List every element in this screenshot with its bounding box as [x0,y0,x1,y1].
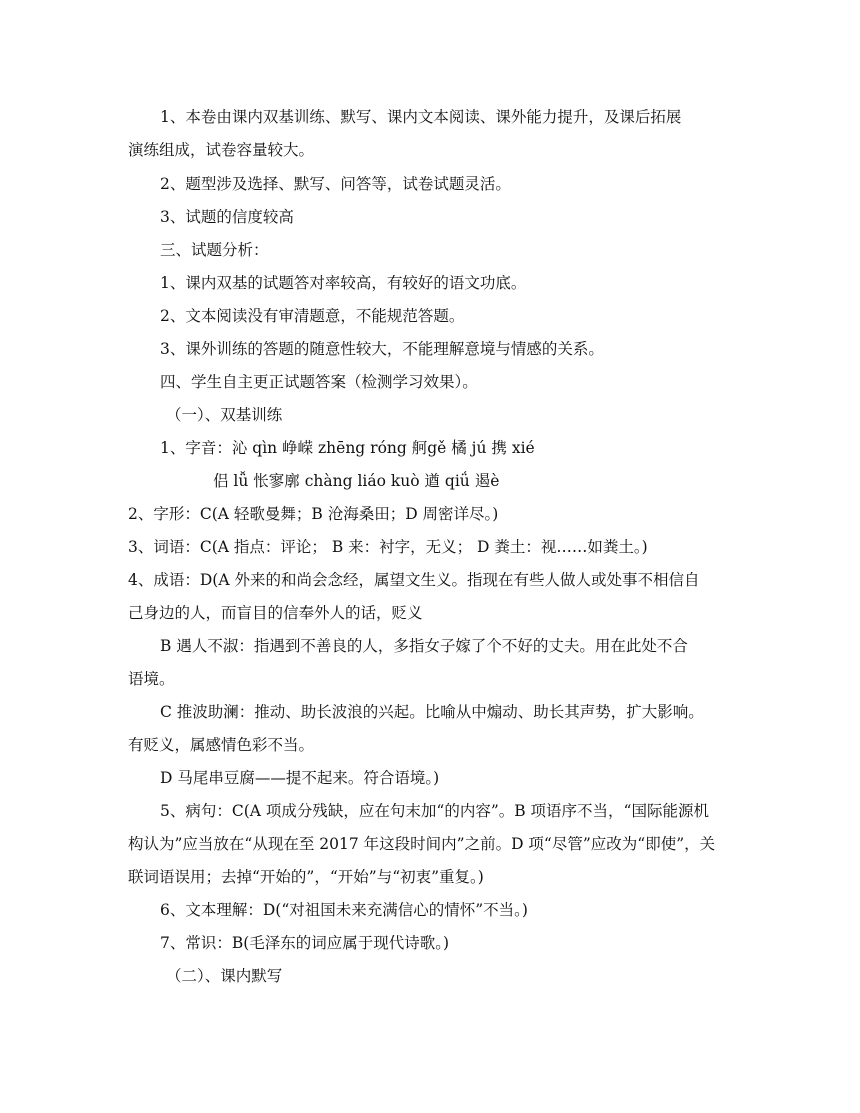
text-line: B 遇人不淑：指遇到不善良的人，多指女子嫁了个不好的丈夫。用在此处不合 [160,637,688,655]
text-line: 侣 lǚ 怅寥廓 chàng liáo kuò 遒 qiǘ 遏è [213,472,500,490]
section-heading: 四、学生自主更正试题答案（检测学习效果）。 [160,373,478,391]
text-line: 联词语误用；去掉“开始的”，“开始”与“初衷”重复。) [128,868,484,886]
text-line: 1、本卷由课内双基训练、默写、课内文本阅读、课外能力提升，及课后拓展 [160,108,682,126]
text-line: 2、文本阅读没有审清题意，不能规范答题。 [160,307,465,325]
text-line: 3、试题的信度较高 [160,208,294,226]
text-line: 演练组成，试卷容量较大。 [128,141,315,159]
text-line: C 推波助澜：推动、助长波浪的兴起。比喻从中煽动、助长其声势，扩大影响。 [160,703,704,721]
text-line: 1、课内双基的试题答对率较高，有较好的语文功底。 [160,274,527,292]
text-line: 4、成语：D(A 外来的和尚会念经，属望文生义。指现在有些人做人或处事不相信自 [128,571,700,589]
text-line: 2、字形：C(A 轻歌曼舞；B 沧海桑田；D 周密详尽。) [128,505,499,523]
text-line: 语境。 [128,670,175,688]
text-line: 7、常识：B(毛泽东的词应属于现代诗歌。) [160,934,450,952]
section-heading: 三、试题分析： [160,241,269,259]
text-line: 构认为”应当放在“从现在至 2017 年这段时间内”之前。D 项“尽管”应改为“即使”，关 [128,835,716,853]
text-line: 6、文本理解：D(“对祖国未来充满信心的情怀”不当。) [160,901,528,919]
subsection-heading: （一）、双基训练 [166,406,283,424]
text-line: 己身边的人，而盲目的信奉外人的话，贬义 [128,604,423,622]
text-line: 2、题型涉及选择、默写、问答等，试卷试题灵活。 [160,175,511,193]
text-line: 3、词语：C(A 指点：评论； B 来：衬字，无义； D 粪土：视……如粪土。) [128,538,648,556]
text-line: 5、病句：C(A 项成分残缺，应在句末加“的内容”。B 项语序不当，“国际能源机 [160,802,709,820]
text-line: 1、字音：沁 qìn 峥嵘 zhēng róng 舸gě 橘 jú 携 xié [160,439,535,457]
text-line: 有贬义，属感情色彩不当。 [128,736,315,754]
text-line: 3、课外训练的答题的随意性较大，不能理解意境与情感的关系。 [160,340,604,358]
subsection-heading: （二）、课内默写 [166,967,283,985]
text-line: D 马尾串豆腐——提不起来。符合语境。) [160,769,440,787]
